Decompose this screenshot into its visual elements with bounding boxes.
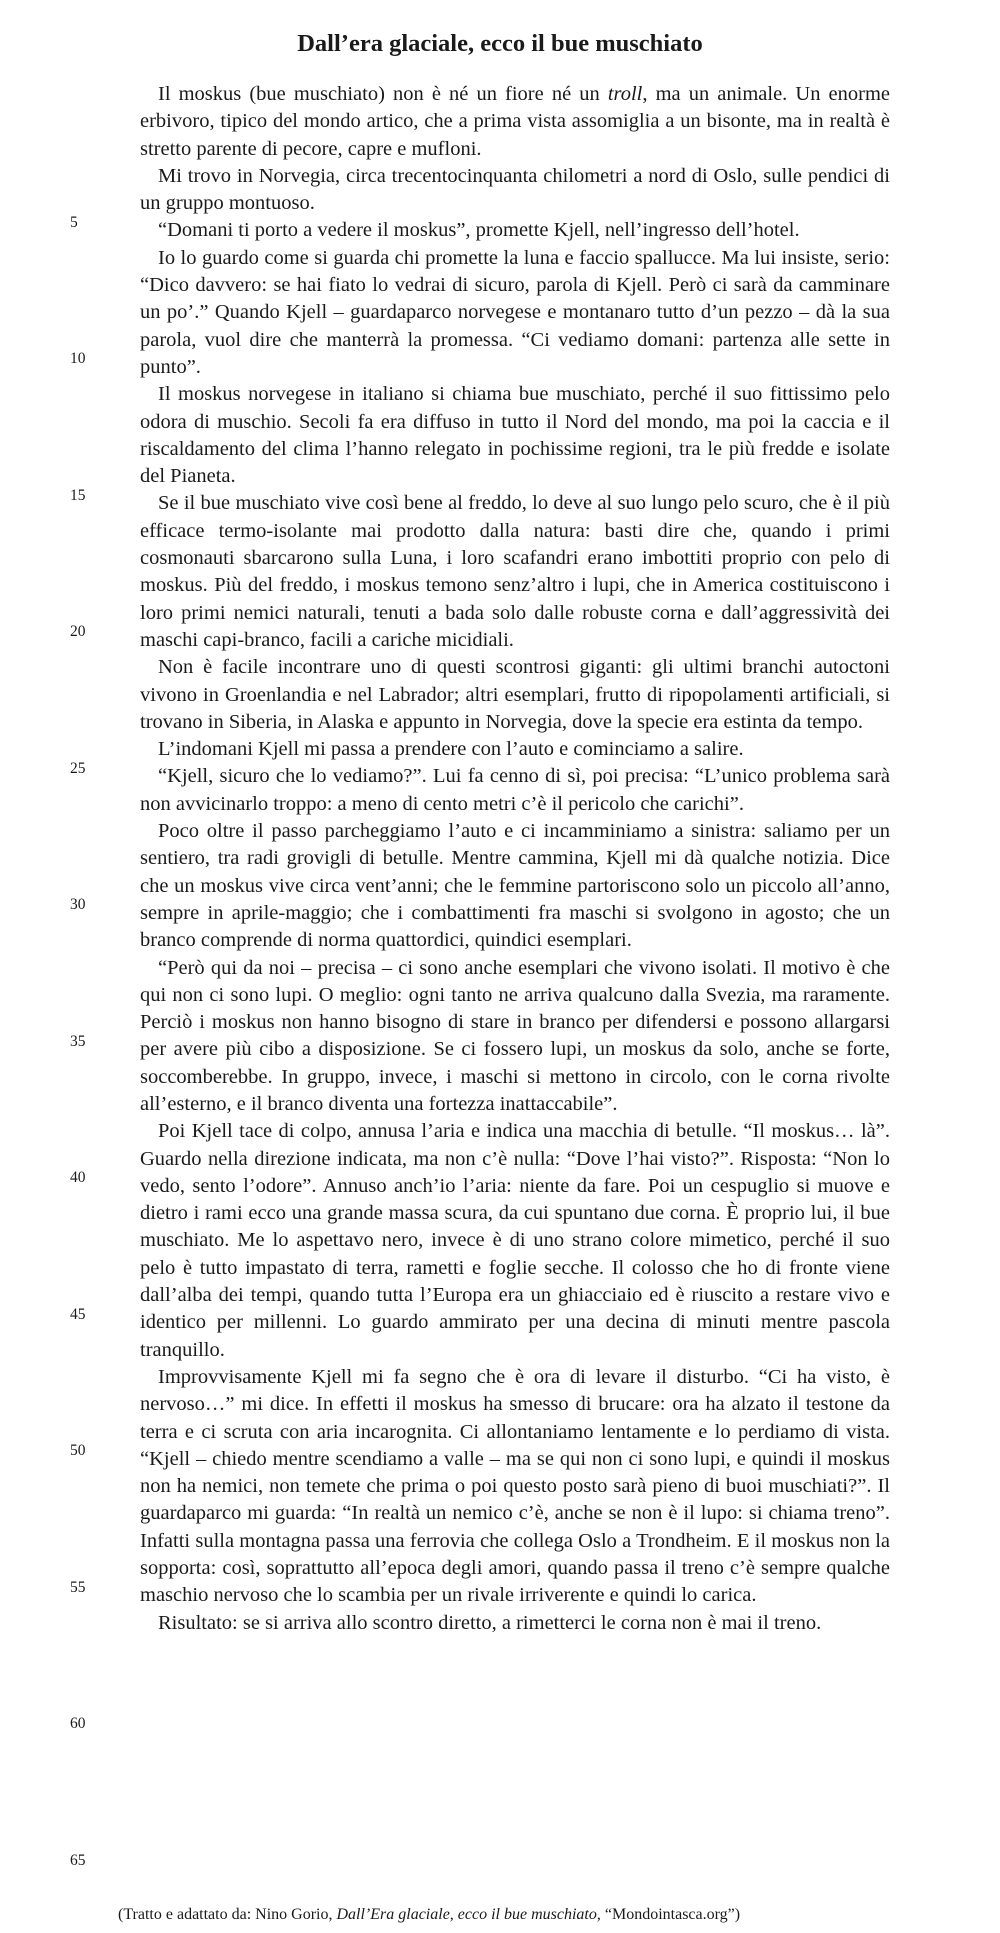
text-run: “Kjell, sicuro che lo vediamo?”. Lui fa cenno di sì, poi precisa: “L’unico problema sarà non avvicinarlo troppo: a meno di cento metri c’è il pericolo che carichi”. <box>140 765 890 815</box>
line-number: 45 <box>70 1306 86 1323</box>
line-number: 15 <box>70 487 86 504</box>
text-run: Poco oltre il passo parcheggiamo l’auto e ci incamminiamo a sinistra: saliamo per un sentiero, tra radi grovigli di betulle. Mentre cammina, Kjell mi dà qualche notizia. Dice che un moskus vive circa vent’anni; che le femmine partoriscono solo un piccolo all’anno, sempre in aprile-maggio; che i combattimenti fra maschi si svolgono in agosto; che un branco comprende di norma quattordici, quindici esemplari. <box>140 820 890 952</box>
italic-text: Dall’Era glaciale, ecco il bue muschiato <box>336 1906 597 1923</box>
text-run: Improvvisamente Kjell mi fa segno che è ora di levare il disturbo. “Ci ha visto, è nervoso…” mi dice. In effetti il moskus ha smesso di brucare: ora ha alzato il testone da terra e ci scruta con aria incarognita. Ci allontaniamo lentamente e lo perdiamo di vista. “Kjell – chiedo mentre scendiamo a valle – ma se qui non ci sono lupi, e quindi il moskus non ha nemici, non temete che prima o poi questo posto sarà pieno di buoi muschiati?”. Il guardaparco mi guarda: “In realtà un nemico c’è, anche se non è il lupo: si chiama treno”. Infatti sulla montagna passa una ferrovia che collega Oslo a Trondheim. E il moskus non la sopporta: così, soprattutto all’epoca degli amori, quando passa il treno c’è sempre qualche maschio nervoso che lo scambia per un rivale irriverente e quindi lo carica. <box>140 1365 890 1607</box>
text-run: Il moskus norvegese in italiano si chiama bue muschiato, perché il suo fittissimo pelo odora di muschio. Secoli fa era diffuso in tutto il Nord del mondo, ma poi la caccia e il riscaldamento del clima l’hanno relegato in pochissime regioni, tra le più fredde e isolate del Pianeta. <box>140 383 890 488</box>
line-number: 50 <box>70 1442 86 1459</box>
paragraph <box>140 736 890 763</box>
text-run: , “Mondointasca.org”) <box>596 1906 741 1923</box>
italic-text: troll <box>607 83 643 105</box>
text-run: Io lo guardo come si guarda chi promette la luna e faccio spallucce. Ma lui insiste, serio: “Dico davvero: se hai fiato lo vedrai di sicuro, parola di Kjell. Però ci sarà da camminare un po’.” Quando Kjell – guardaparco norvegese e montanaro tutto d’un pezzo – dà la sua parola, vuol dire che manterrà la promessa. “Ci vediamo domani: partenza alle sette in punto”. <box>140 246 890 378</box>
line-number: 10 <box>70 350 86 367</box>
paragraph <box>140 1610 890 1637</box>
paragraph <box>140 381 890 490</box>
paragraph <box>140 955 890 1119</box>
paragraph <box>140 818 890 954</box>
paragraph <box>140 163 890 218</box>
line-number: 40 <box>70 1169 86 1186</box>
text-run: Il moskus (bue muschiato) non è né un fiore né un <box>158 83 608 105</box>
source-citation <box>118 1907 740 1923</box>
line-number: 55 <box>70 1579 86 1596</box>
paragraph <box>140 1118 890 1364</box>
text-run: “Domani ti porto a vedere il moskus”, promette Kjell, nell’ingresso dell’hotel. <box>158 219 800 242</box>
text-run: Mi trovo in Norvegia, circa trecentocinquanta chilometri a nord di Oslo, sulle pendici di un gruppo montuoso. <box>140 164 890 215</box>
text-run: “Però qui da noi – precisa – ci sono anche esemplari che vivono isolati. Il motivo è che qui non ci sono lupi. O meglio: ogni tanto ne arriva qualcuno dalla Svezia, ma raramente. Perciò i moskus non hanno bisogno di stare in branco per difendersi e possono allargarsi per avere più cibo a disposizione. Se ci fossero lupi, un moskus da solo, anche se forte, soccomberebbe. In gruppo, invece, i maschi si mettono in circolo, con le corna rivolte all’esterno, e il branco diventa una fortezza inattaccabile”. <box>140 956 890 1115</box>
page-title: Dall’era glaciale, ecco il bue muschiato <box>297 30 703 57</box>
text-run: L’indomani Kjell mi passa a prendere con l’auto e cominciamo a salire. <box>158 738 744 761</box>
line-number: 30 <box>70 896 86 913</box>
line-number: 65 <box>70 1852 86 1869</box>
line-number: 5 <box>70 214 78 231</box>
text-run: Poi Kjell tace di colpo, annusa l’aria e indica una macchia di betulle. “Il moskus… là”. Guardo nella direzione indicata, ma non c’è nulla: “Dove l’hai visto?”. Risposta: “Non lo vedo, sento l’odore”. Annuso anch’io l’aria: niente da fare. Poi un cespuglio si muove e dietro i rami ecco una grande massa scura, da cui spuntano due corna. È proprio lui, il bue muschiato. Me lo aspettavo nero, invece è di uno strano colore mimetico, perché il suo pelo è tutto impastato di terra, rametti e foglie secche. Il colosso che ho di fronte viene dall’alba dei tempi, quando tutta l’Europa era un ghiacciaio ed è riuscito a restare vivo e identico per millenni. Lo guardo ammirato per una decina di minuti mentre pascola tranquillo. <box>140 1120 890 1361</box>
text-run: Risultato: se si arriva allo scontro diretto, a rimetterci le corna non è mai il treno. <box>158 1611 822 1634</box>
line-number: 20 <box>70 623 86 640</box>
text-run: Se il bue muschiato vive così bene al freddo, lo deve al suo lungo pelo scuro, che è il più efficace termo-isolante mai prodotto dalla natura: basti dire che, quando i primi cosmonauti sbarcarono sulla Luna, i loro scafandri erano imbottiti proprio con pelo di moskus. Più del freddo, i moskus temono senz’altro i lupi, che in America costituiscono i loro primi nemici naturali, tenuti a bada solo dalle robuste corna e dall’aggressività dei maschi capi-branco, facili a cariche micidiali. <box>140 492 890 651</box>
line-number: 35 <box>70 1033 86 1050</box>
paragraph <box>140 763 890 818</box>
paragraph <box>140 81 890 163</box>
paragraph <box>140 654 890 736</box>
line-number: 60 <box>70 1715 86 1732</box>
paragraph <box>140 217 890 244</box>
article-body <box>140 81 890 1637</box>
text-run: (Tratto e adattato da: Nino Gorio, <box>118 1906 337 1923</box>
line-number: 25 <box>70 760 86 777</box>
paragraph <box>140 490 890 654</box>
text-run: Non è facile incontrare uno di questi scontrosi giganti: gli ultimi branchi autoctoni vivono in Groenlandia e nel Labrador; altri esemplari, frutto di ripopolamenti artificiali, si trovano in Siberia, in Alaska e appunto in Norvegia, dove la specie era estinta da tempo. <box>140 656 890 733</box>
paragraph <box>140 1364 890 1610</box>
text-run: , ma un animale. Un enorme erbivoro, tipico del mondo artico, che a prima vista assomiglia a un bisonte, ma in realtà è stretto parente di pecore, capre e mufloni. <box>140 83 890 160</box>
paragraph <box>140 245 890 381</box>
